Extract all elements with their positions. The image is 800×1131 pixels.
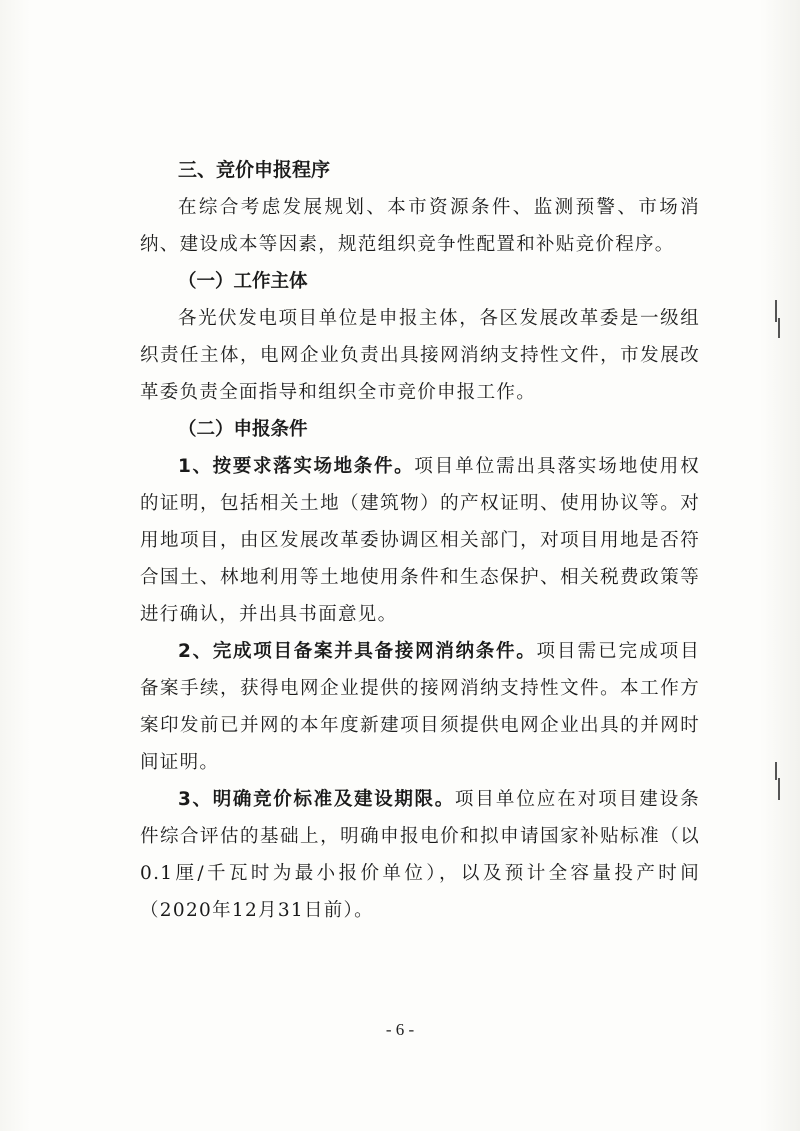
condition-item-1 [140, 448, 700, 633]
scan-edge-mark [775, 762, 777, 780]
subsection-title-conditions: （二）申报条件 [178, 419, 308, 440]
scan-edge-mark [775, 300, 777, 322]
scan-edge-mark [778, 318, 780, 338]
work-subject-paragraph: 各光伏发电项目单位是申报主体，各区发展改革委是一级组织责任主体，电网企业负责出具接网消纳支持性文件，市发展改革委负责全面指导和组织全市竞价申报工作。 [140, 308, 700, 403]
condition-item-1-lead: 1、按要求落实场地条件。 [178, 456, 415, 477]
condition-item-3-body: 项目单位应在对项目建设条件综合评估的基础上，明确申报电价和拟申请国家补贴标准（以0.1厘/千瓦时为最小报价单位），以及预计全容量投产时间（2020年12月31日前）。 [140, 789, 700, 921]
condition-item-2 [140, 633, 700, 781]
condition-item-3 [140, 781, 700, 929]
document-body [140, 152, 700, 929]
condition-item-3-lead: 3、明确竞价标准及建设期限。 [178, 789, 455, 810]
condition-item-2-lead: 2、完成项目备案并具备接网消纳条件。 [178, 641, 537, 662]
subsection-title-work-subject: （一）工作主体 [178, 271, 308, 292]
condition-item-1-body: 项目单位需出具落实场地使用权的证明，包括相关土地（建筑物）的产权证明、使用协议等。对用地项目，由区发展改革委协调区相关部门，对项目用地是否符合国土、林地利用等土地使用条件和生态保护、相关税费政策等进行确认，并出具书面意见。 [140, 456, 701, 625]
page-number: - 6 - [385, 1020, 415, 1039]
intro-paragraph: 在综合考虑发展规划、本市资源条件、监测预警、市场消纳、建设成本等因素，规范组织竞争性配置和补贴竞价程序。 [140, 197, 700, 255]
scan-edge-mark [778, 778, 780, 800]
section-title: 三、竞价申报程序 [178, 159, 331, 181]
condition-item-2-body: 项目需已完成项目备案手续，获得电网企业提供的接网消纳支持性文件。本工作方案印发前已并网的本年度新建项目须提供电网企业出具的并网时间证明。 [140, 641, 701, 773]
